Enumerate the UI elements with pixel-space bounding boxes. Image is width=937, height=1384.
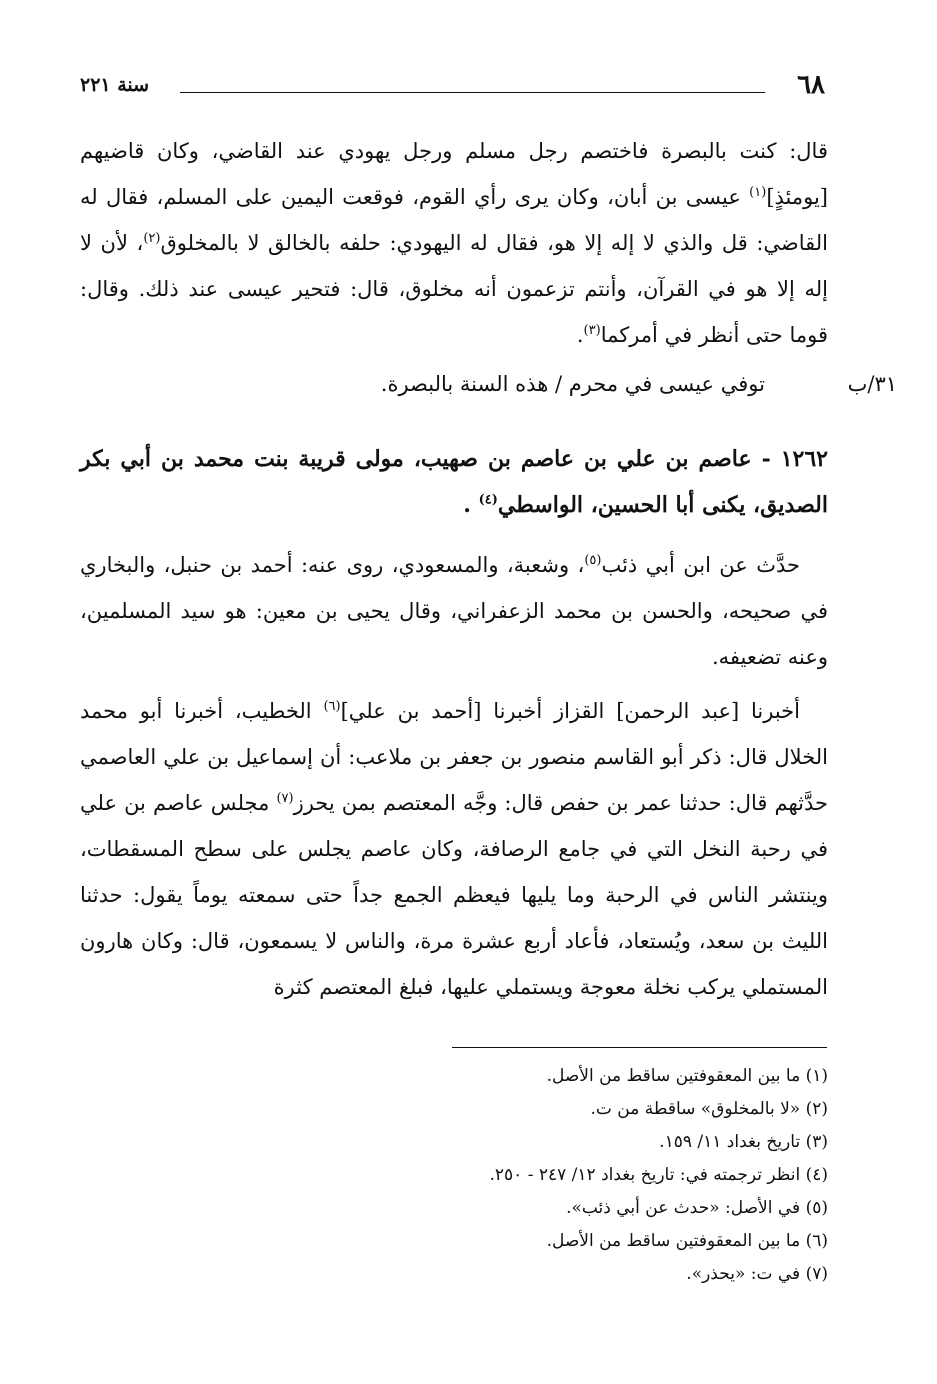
footnote-ref-4: (٤) — [478, 492, 498, 508]
page-header — [80, 70, 825, 104]
manuscript-folio-marker: ٣١/ب — [847, 372, 897, 396]
footnote-5: (٥) في الأصل: «حدث عن أبي ذئب». — [566, 1198, 828, 1218]
footnotes — [380, 1060, 828, 1291]
paragraph-narrators: حدَّث عن ابن أبي ذئب$^{(٥)}$، وشعبة، والمسعودي، روى عنه: أحمد بن حنبل، والبخاري في صحيحه، والحسن بن محمد الزعفراني، وقال يحيى بن معين: هو سيد المسلمين، وعنه تضعيفه. — [80, 553, 828, 669]
footnote-separator — [452, 1047, 827, 1048]
footnote-7: (٧) في ت: «يحذر». — [686, 1264, 828, 1284]
biography-heading: ١٢٦٢ - عاصم بن علي بن عاصم بن صهيب، مولى قريبة بنت محمد بن أبي بكر الصديق، يكنى أبا الحسين، الواسطي$^{(٤)}$ . — [80, 446, 828, 518]
footnote-ref-3: (٣) — [583, 323, 601, 338]
footnote-ref-6: (٦) — [323, 699, 341, 714]
death-notice: توفي عيسى في محرم / هذه السنة بالبصرة. — [380, 372, 765, 396]
footnote-ref-1: (١) — [749, 185, 767, 200]
footnote-1: (١) ما بين المعقوفتين ساقط من الأصل. — [546, 1066, 828, 1086]
paragraph-story — [80, 128, 828, 358]
footnote-ref-5: (٥) — [584, 553, 602, 568]
footnote-3: (٣) تاريخ بغداد ١١/ ١٥٩. — [659, 1132, 828, 1152]
header-rule — [180, 92, 765, 93]
running-head: سنة ٢٢١ — [80, 74, 150, 96]
footnote-4: (٤) انظر ترجمته في: تاريخ بغداد ١٢/ ٢٤٧ - ٢٥٠. — [489, 1165, 828, 1185]
footnote-6: (٦) ما بين المعقوفتين ساقط من الأصل. — [546, 1231, 828, 1251]
paragraph-report: أخبرنا [عبد الرحمن] القزاز أخبرنا [أحمد بن علي]$^{(٦)}$ الخطيب، أخبرنا أبو محمد الخلال قال: ذكر أبو القاسم منصور بن جعفر بن ملاعب: أن إسماعيل بن علي العاصمي حدَّثهم قال: حدثنا عمر بن حفص قال: وجَّه المعتصم بمن يحرز$^{(٧)}$ مجلس عاصم بن علي في رحبة النخل التي في جامع الرصافة، وكان عاصم يجلس على سطح المسقطات، وينتشر الناس في الرحبة وما يليها فيعظم الجمع جداً حتى سمعته يوماً يقول: حدثنا الليث بن سعد، ويُستعاد، فأعاد أربع عشرة مرة، والناس لا يسمعون، قال: وكان هارون المستملي يركب نخلة معوجة ويستملي عليها، فبلغ المعتصم كثرة — [80, 699, 829, 999]
story-text: قال: كنت بالبصرة فاختصم رجل مسلم ورجل يهودي عند القاضي، وكان قاضيهم [يومئذٍ]$^{(١)}$ عيسى بن أبان، وكان يرى رأي القوم، فوقعت اليمين على المسلم، فقال له القاضي: قل والذي لا إله إلا هو، فقال له اليهودي: حلفه بالخالق لا بالمخلوق$^{(٢)}$، لأن لا إله إلا هو في القرآن، وأنتم تزعمون أنه مخلوق، قال: فتحير عيسى عند ذلك. وقال: قوما حتى أنظر في أمركما$^{(٣)}$. — [80, 139, 828, 347]
footnote-ref-2: (٢) — [143, 231, 161, 246]
footnote-2: (٢) «لا بالمخلوق» ساقطة من ت. — [590, 1099, 828, 1119]
footnote-ref-7: (٧) — [276, 791, 294, 806]
page-number: ٦٨ — [797, 70, 825, 100]
